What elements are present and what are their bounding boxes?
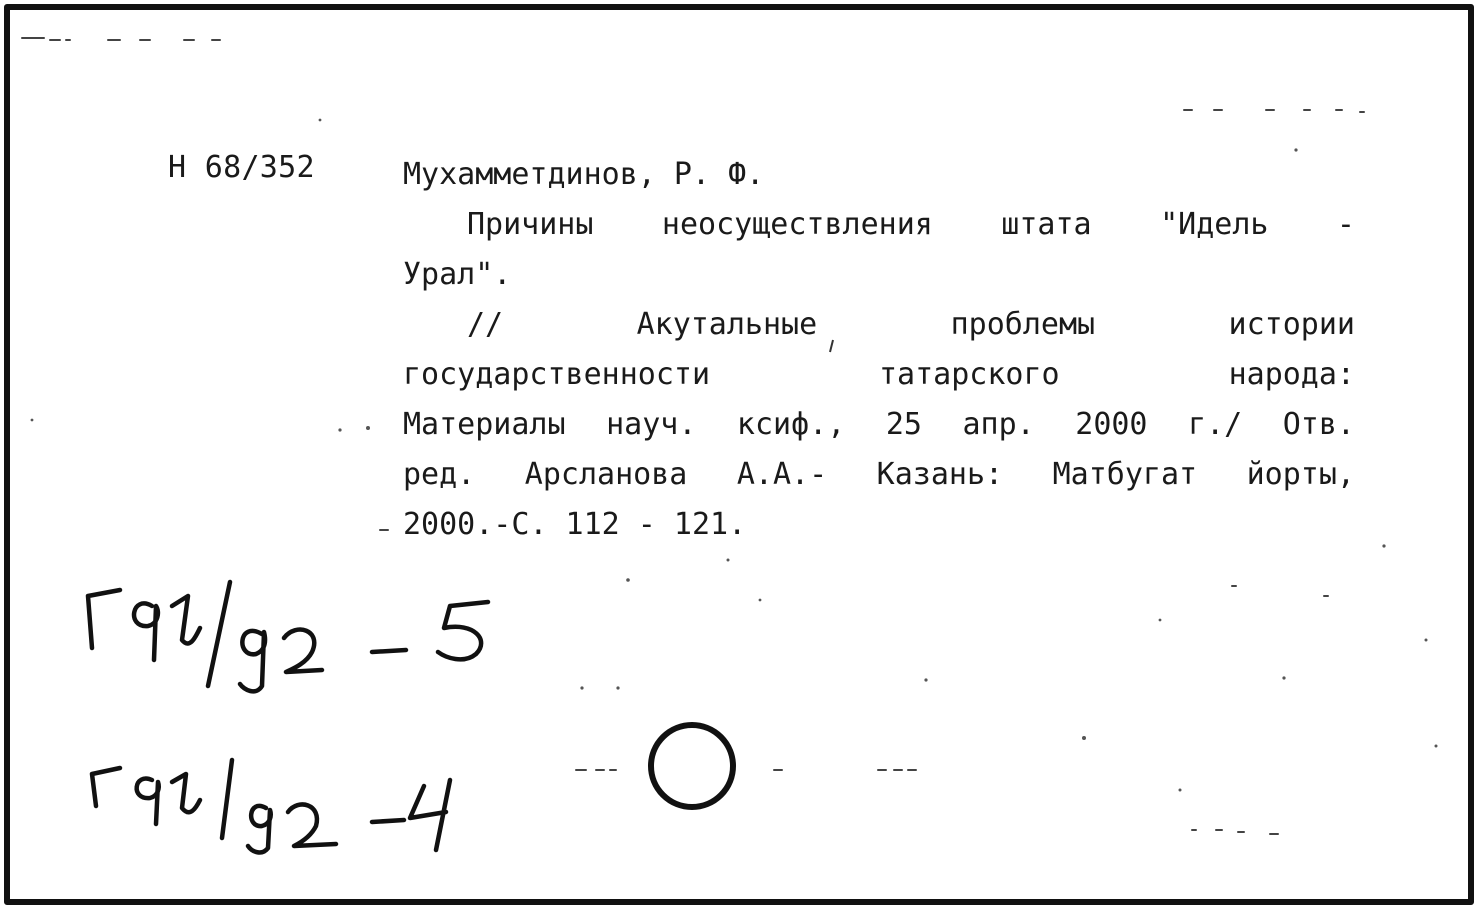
title-line-1: Причины неосуществления штата "Идель - bbox=[467, 207, 1355, 242]
author: Мухамметдинов, Р. Ф. bbox=[403, 157, 765, 192]
call-number: Н 68/352 bbox=[168, 150, 315, 185]
title-line-2: Урал". bbox=[403, 257, 512, 292]
source-line-3: Материалы науч. ксиф., 25 апр. 2000 г./ Отв. bbox=[403, 407, 1355, 442]
source-line-2: государственности татарского народа: bbox=[403, 357, 1355, 392]
source-line-4: ред. Арсланова А.А.- Казань: Матбугат йорты, bbox=[403, 457, 1355, 492]
source-line-1: // Акутальные проблемы истории bbox=[467, 307, 1355, 342]
source-line-5: 2000.-С. 112 - 121. bbox=[403, 507, 747, 542]
